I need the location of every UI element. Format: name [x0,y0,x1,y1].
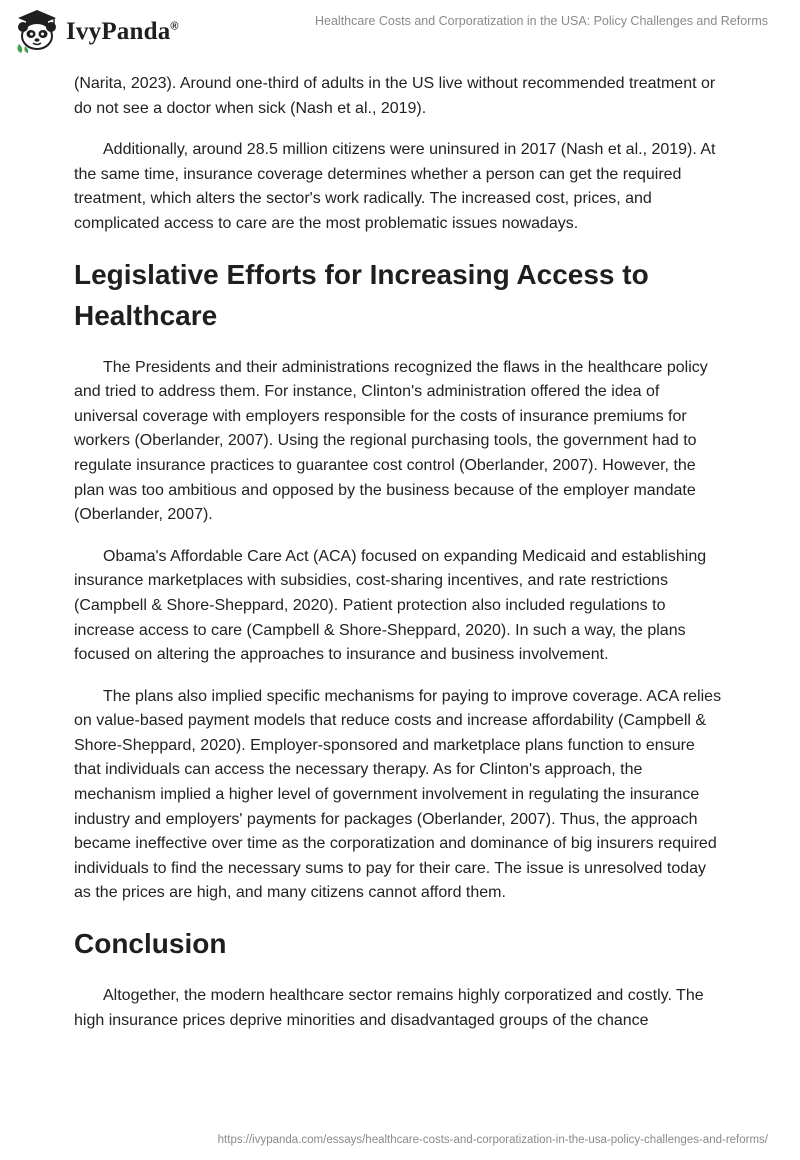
panda-graduate-icon [14,8,60,54]
ivypanda-logo[interactable] [14,8,179,54]
essay-body [74,72,724,1050]
section-heading-conclusion: Conclusion [74,928,227,960]
paragraph: The plans also implied specific mechanisms for paying to improve coverage. ACA relies on value-based payment models that reduce costs and increase affordability (Campbell & Shore-Sheppard, 2020). Employer-sponsored and marketplace plans function to ensure that individuals can access the necessary therapy. As for Clinton's approach, the mechanism implied a higher level of government involvement in regulating the insurance industry and employers' payments for packages (Oberlander, 2007). Thus, the approach became ineffective over time as the corporatization and dominance of big insurers required individuals to find the necessary sums to pay for their care. The issue is unresolved today as the prices are high, and many citizens cannot afford them. [74,687,722,902]
section-heading-legislative-efforts: Legislative Efforts for Increasing Access to Healthcare [74,258,649,331]
source-url[interactable]: https://ivypanda.com/essays/healthcare-costs-and-corporatization-in-the-usa-policy-challenges-and-reforms/ [217,1134,768,1146]
paragraph: Altogether, the modern healthcare sector remains highly corporatized and costly. The high insurance prices deprive minorities and disadvantaged groups of the chance [74,987,704,1029]
paragraph: Obama's Affordable Care Act (ACA) focused on expanding Medicaid and establishing insurance marketplaces with subsidies, cost-sharing incentives, and rate restrictions (Campbell & Shore-Sheppard, 2020). Patient protection also included regulations to increase access to care (Campbell & Shore-Sheppard, 2020). In such a way, the plans focused on altering the approaches to insurance and business involvement. [74,547,707,664]
brand-name: IvyPanda® [66,18,179,45]
paragraph: The Presidents and their administrations recognized the flaws in the healthcare policy and tried to address them. For instance, Clinton's administration offered the idea of universal coverage with employers responsible for the costs of insurance premiums for workers (Oberlander, 2007). Using the regional purchasing tools, the government had to regulate insurance practices to guarantee cost control (Oberlander, 2007). However, the plan was too ambitious and opposed by the business because of the employer mandate (Oberlander, 2007). [74,358,708,524]
paragraph: (Narita, 2023). Around one-third of adults in the US live without recommended treatment or do not see a doctor when sick (Nash et al., 2019). [74,75,716,117]
paragraph: Additionally, around 28.5 million citizens were uninsured in 2017 (Nash et al., 2019). At the same time, insurance coverage determines whether a person can get the required treatment, which alters the sector's work radically. The increased cost, prices, and complicated access to care are the most problematic issues nowadays. [74,141,716,232]
page-header [0,0,800,60]
registered-mark: ® [170,20,179,33]
document-title: Healthcare Costs and Corporatization in the USA: Policy Challenges and Reforms [314,14,768,28]
